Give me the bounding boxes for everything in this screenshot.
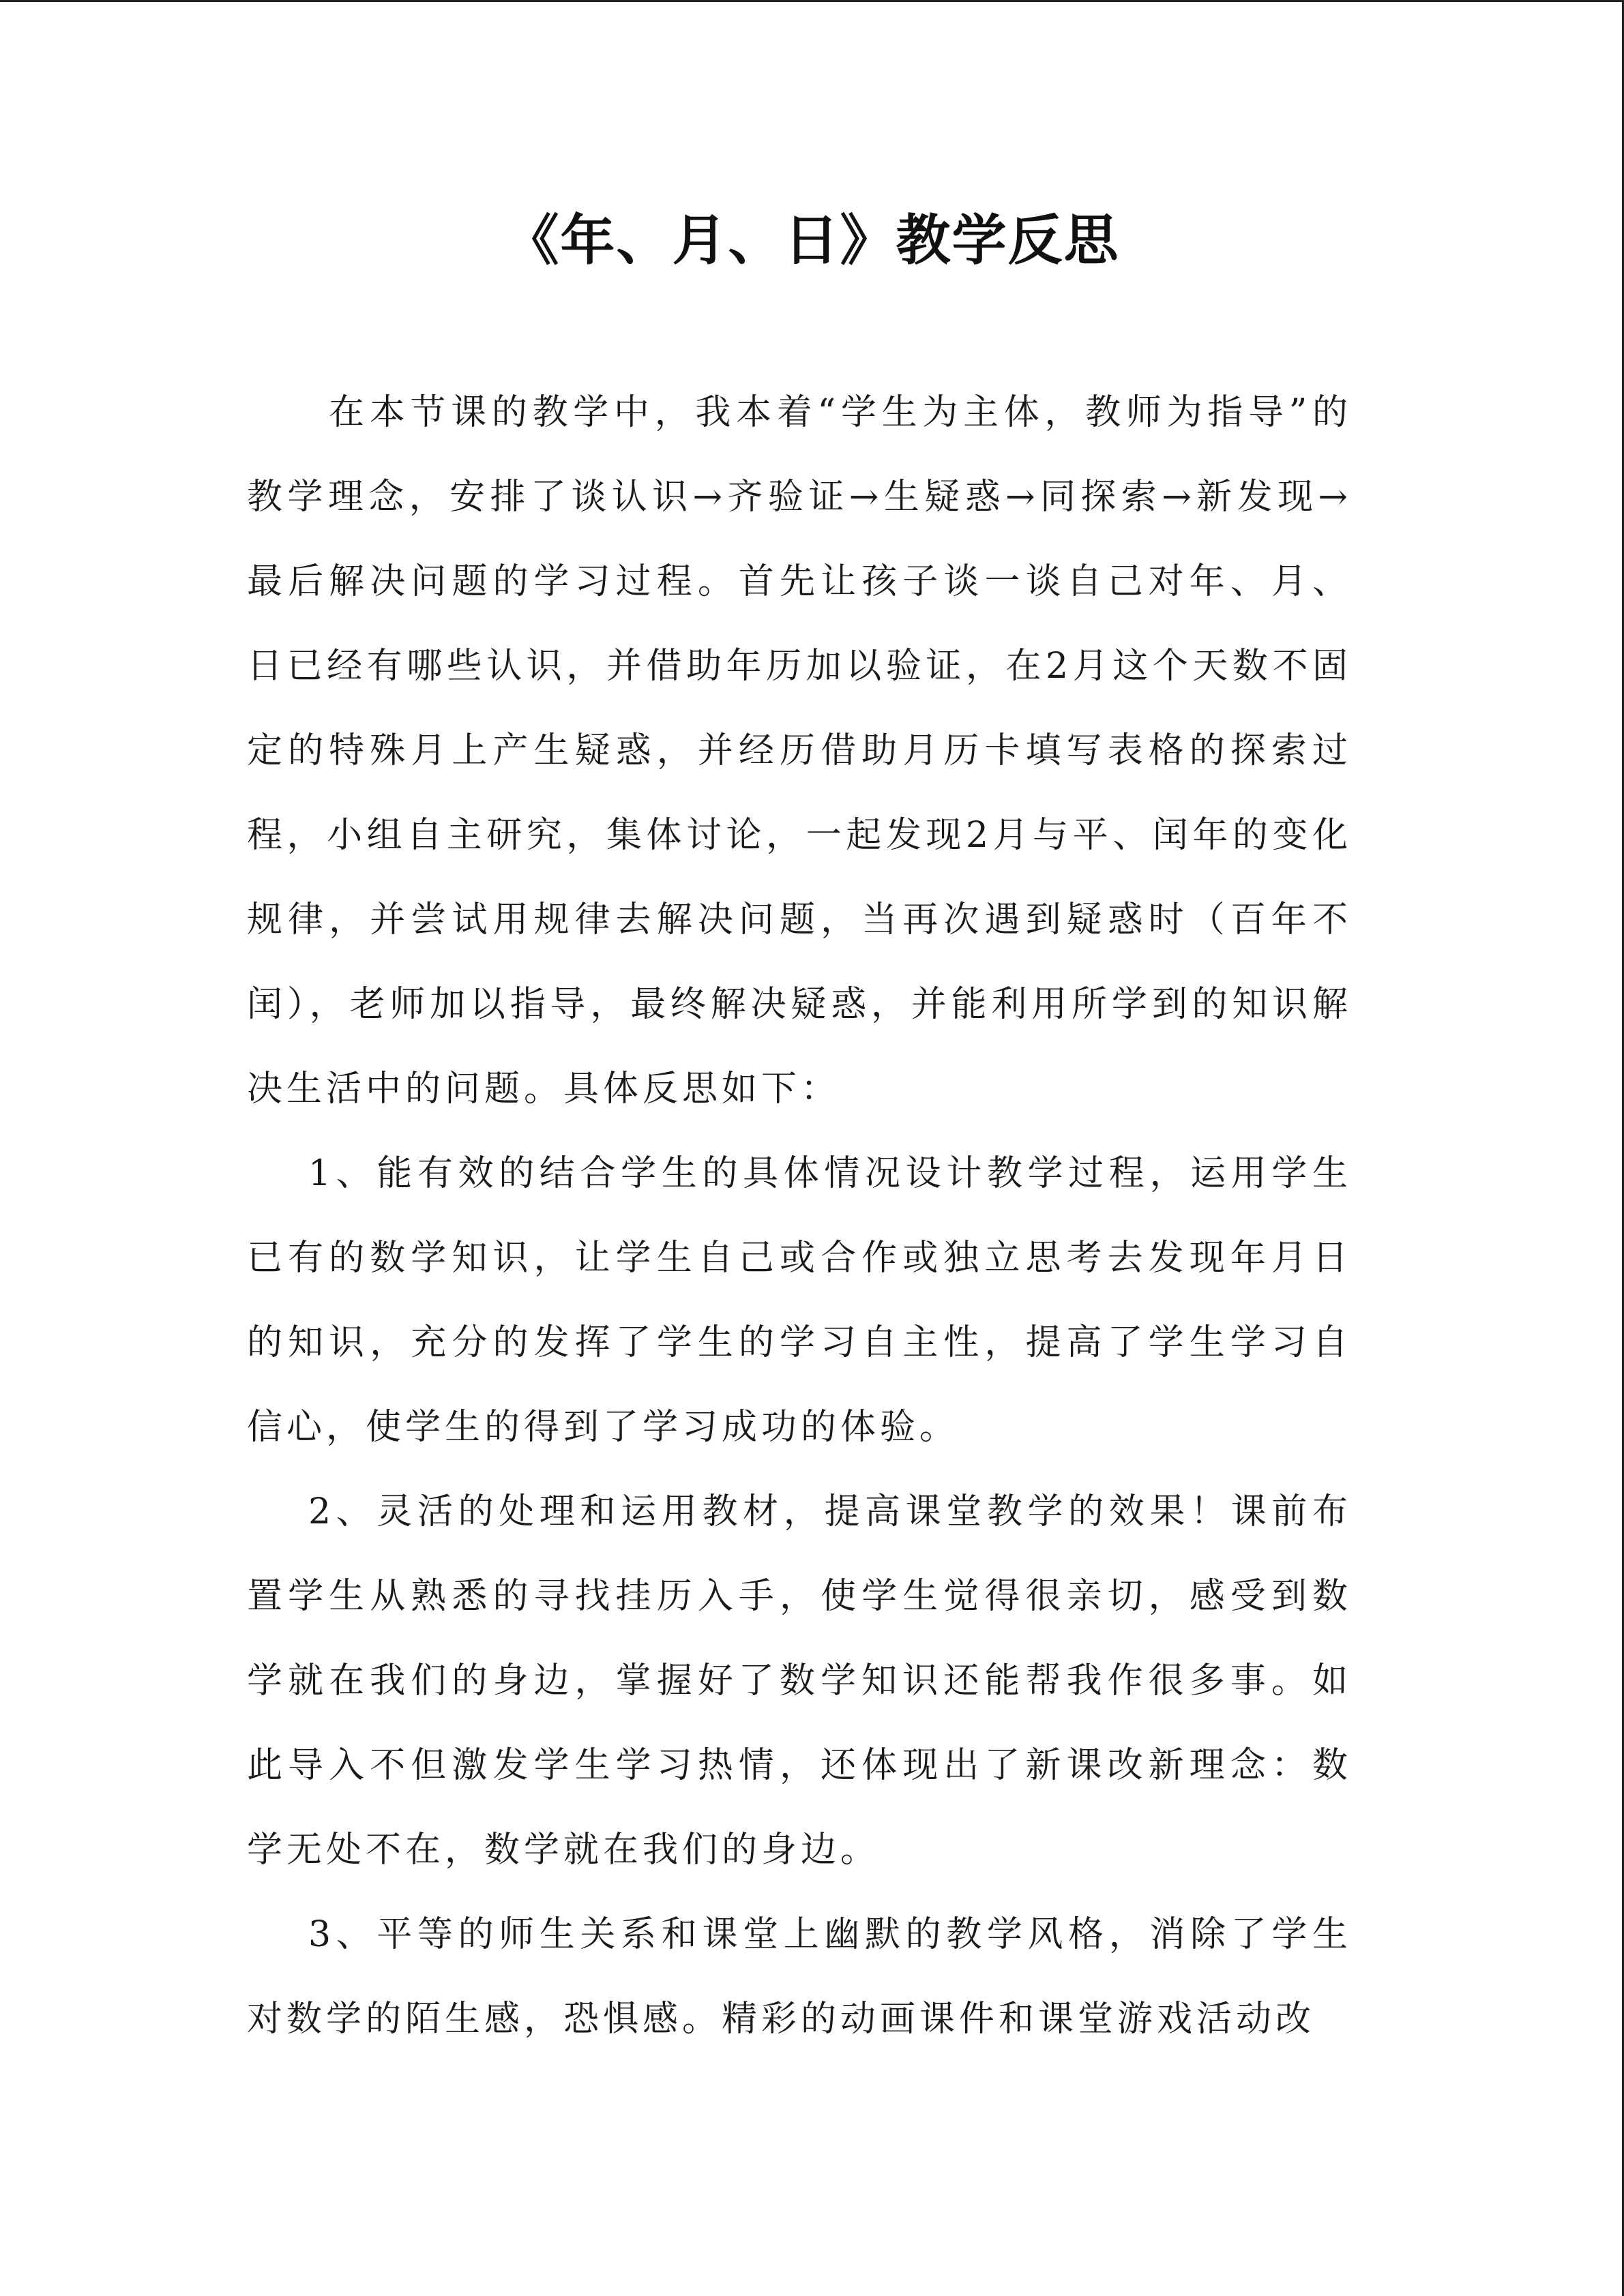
- paragraph-point-1: 1、能有效的结合学生的具体情况设计教学过程，运用学生已有的数学知识，让学生自己或合作或独立思考去发现年月日的知识，充分的发挥了学生的学习自主性，提高了学生学习自信心，使学生的得到了学习成功的体验。: [247, 1153, 1352, 1448]
- paragraph-point-2: 2、灵活的处理和运用教材，提高课堂教学的效果！课前布置学生从熟悉的寻找挂历入手，使学生觉得很亲切，感受到数学就在我们的身边，掌握好了数学知识还能帮我作很多事。如此导入不但激发学生学习热情，还体现出了新课改新理念：数学无处不在，数学就在我们的身边。: [247, 1491, 1352, 1870]
- paragraph-point-3: 3、平等的师生关系和课堂上幽默的教学风格，消除了学生对数学的陌生感，恐惧感。精彩的动画课件和课堂游戏活动改: [247, 1914, 1352, 2040]
- document-body: [247, 370, 1352, 2061]
- document-title: 《年、月、日》教学反思: [504, 209, 1120, 272]
- paragraph-intro: 在本节课的教学中，我本着“学生为主体，教师为指导”的教学理念，安排了谈认识→齐验证→生疑惑→同探索→新发现→最后解决问题的学习过程。首先让孩子谈一谈自己对年、月、日已经有哪些认识，并借助年历加以验证，在2月这个天数不固定的特殊月上产生疑惑，并经历借助月历卡填写表格的探索过程，小组自主研究，集体讨论，一起发现2月与平、闰年的变化规律，并尝试用规律去解决问题，当再次遇到疑惑时（百年不闰），老师加以指导，最终解决疑惑，并能利用所学到的知识解决生活中的问题。具体反思如下：: [247, 392, 1352, 1109]
